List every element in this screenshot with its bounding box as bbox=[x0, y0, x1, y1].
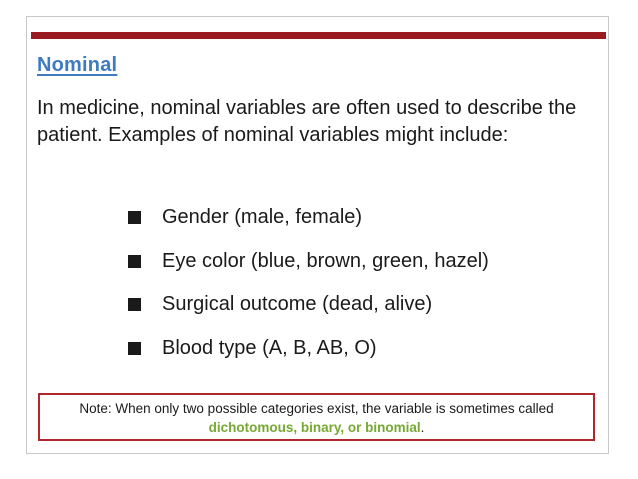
bullet-item-blood-type bbox=[128, 327, 489, 371]
square-bullet-icon bbox=[128, 298, 141, 311]
bullet-list bbox=[128, 196, 489, 370]
note-emphasis-line bbox=[40, 418, 593, 437]
bullet-label: Surgical outcome (dead, alive) bbox=[162, 293, 433, 316]
bullet-item-gender bbox=[128, 196, 489, 240]
note-trailing: . bbox=[420, 420, 425, 435]
square-bullet-icon bbox=[128, 342, 141, 355]
bullet-item-eye-color bbox=[128, 240, 489, 284]
intro-paragraph: In medicine, nominal variables are often used to describe the patient. Examples of nominal variables might include: bbox=[37, 97, 577, 146]
note-text: Note: When only two possible categories exist, the variable is sometimes called bbox=[79, 401, 554, 416]
note-box bbox=[38, 393, 595, 441]
bullet-label: Eye color (blue, brown, green, hazel) bbox=[162, 249, 489, 272]
slide-heading: Nominal bbox=[37, 54, 118, 76]
bullet-label: Gender (male, female) bbox=[162, 206, 363, 229]
accent-bar bbox=[31, 32, 606, 39]
square-bullet-icon bbox=[128, 211, 141, 224]
bullet-item-surgical-outcome bbox=[128, 283, 489, 327]
square-bullet-icon bbox=[128, 255, 141, 268]
bullet-label: Blood type (A, B, AB, O) bbox=[162, 336, 377, 359]
note-emphasis: dichotomous, binary, or binomial bbox=[208, 420, 421, 435]
